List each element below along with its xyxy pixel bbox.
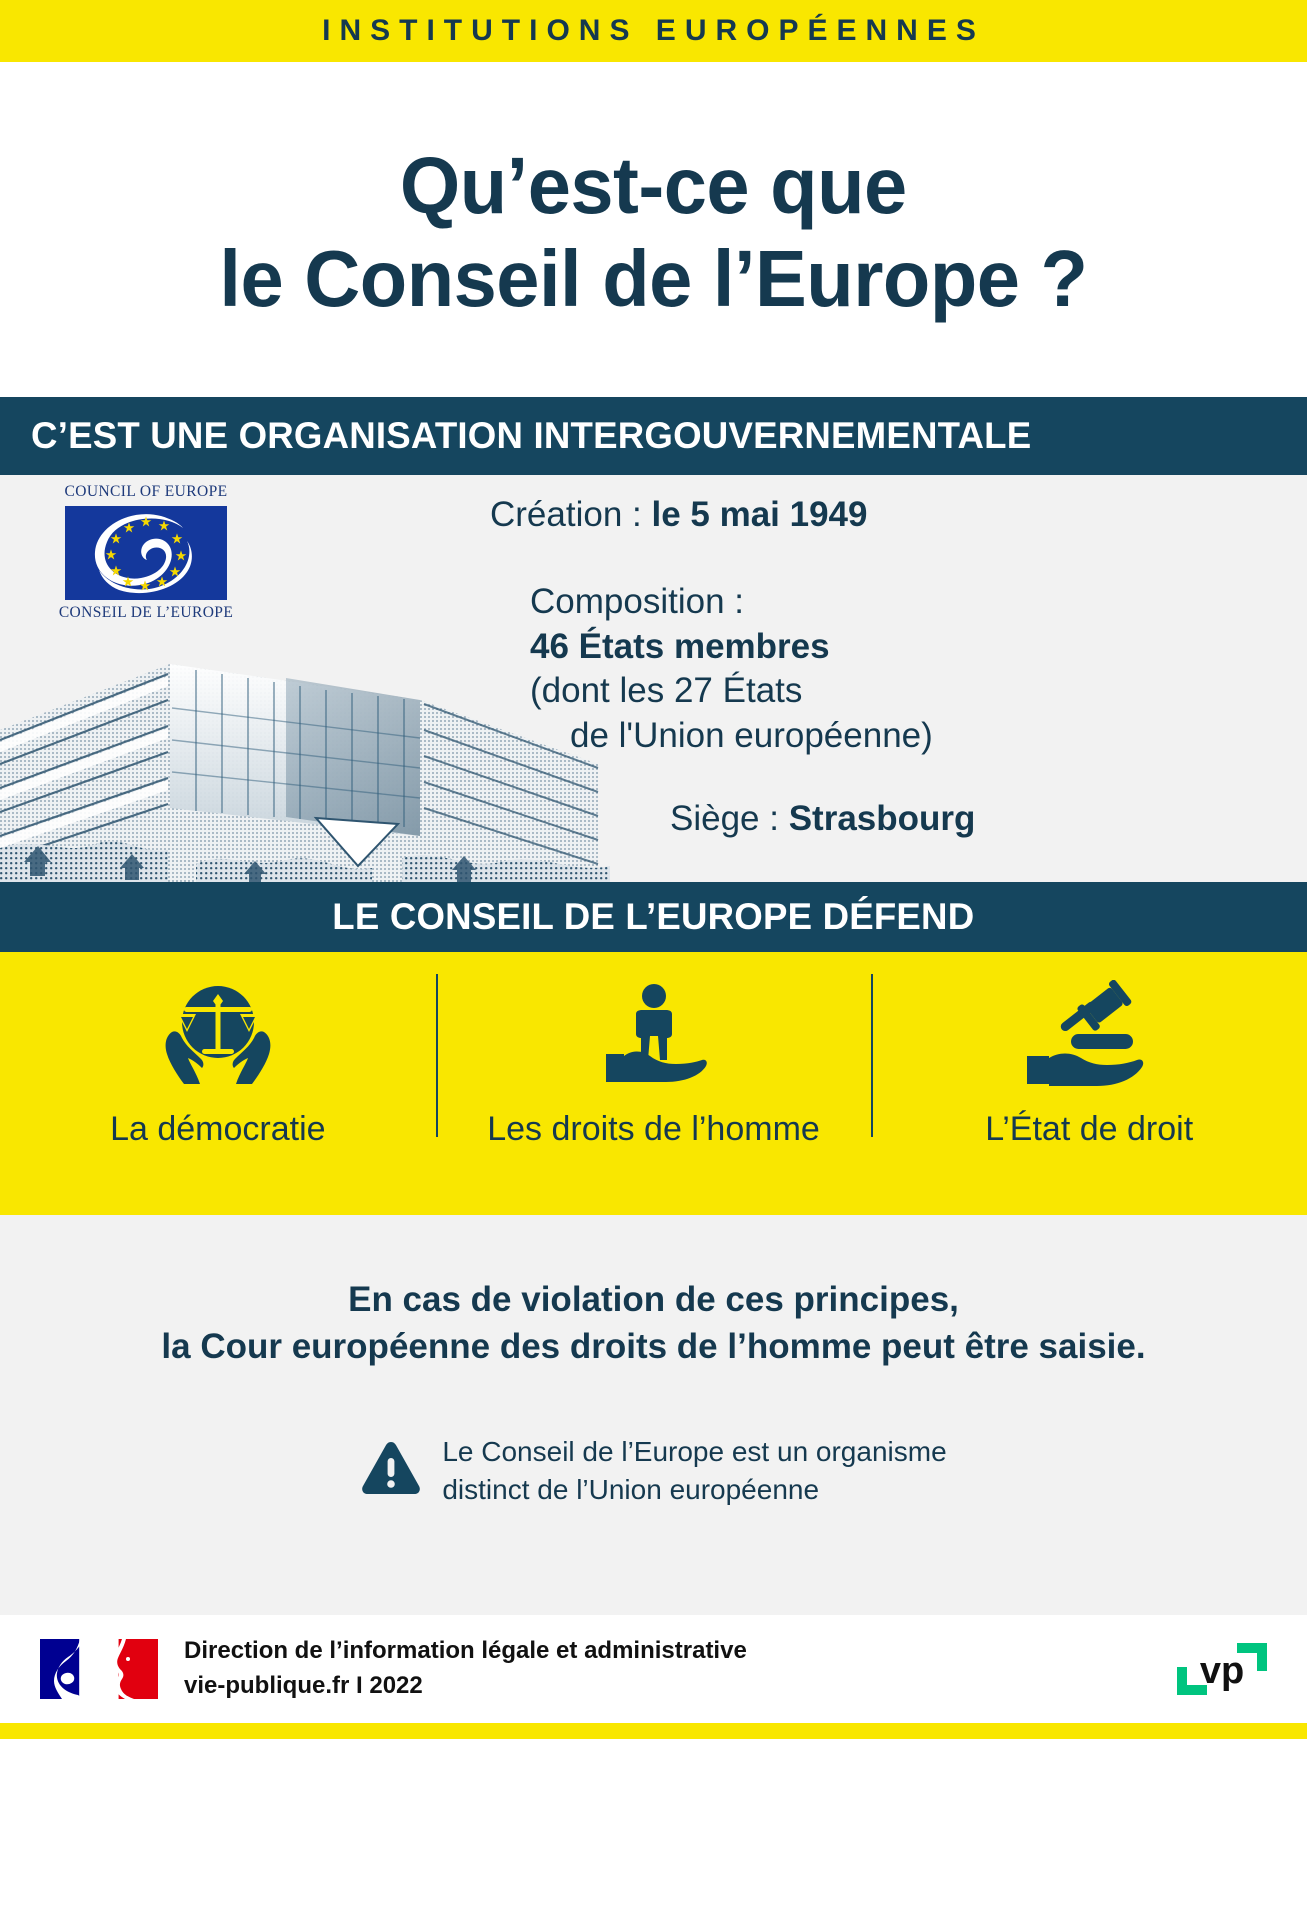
organisation-info-section [0, 475, 1307, 882]
warning-text [442, 1433, 946, 1509]
council-of-europe-logo [56, 483, 236, 622]
fact-creation-label: Création : [490, 495, 652, 534]
organisation-facts [490, 493, 1190, 842]
eyebrow-label: INSTITUTIONS EUROPÉENNES [322, 14, 985, 47]
court-statement-line-2: la Cour européenne des droits de l’homme peut être saisie. [161, 1326, 1146, 1366]
vp-logo-text: vp [1199, 1650, 1245, 1692]
person-on-hand-icon [584, 976, 724, 1096]
coe-flag-emblem [65, 506, 227, 600]
bottom-yellow-bar [0, 1723, 1307, 1739]
fact-composition-value: 46 États membres [530, 626, 830, 666]
scales-in-hands-icon [148, 976, 288, 1096]
gavel-on-hand-icon [1019, 976, 1159, 1096]
principle-rule-of-law-label: L’État de droit [985, 1110, 1194, 1148]
fact-creation-value: le 5 mai 1949 [651, 495, 868, 534]
principle-human-rights [436, 952, 872, 1215]
court-statement [161, 1277, 1145, 1371]
warning-line-2: distinct de l’Union européenne [442, 1473, 820, 1505]
fact-composition-note-2: de l'Union européenne) [570, 716, 933, 756]
principle-democracy [0, 952, 436, 1215]
warning-triangle-icon [360, 1439, 422, 1502]
french-republic-logo [40, 1639, 158, 1699]
fact-seat-value: Strasbourg [788, 798, 976, 838]
section-band-defends-label: LE CONSEIL DE L’EUROPE DÉFEND [332, 896, 975, 937]
principle-democracy-label: La démocratie [110, 1110, 326, 1148]
warning-line-1: Le Conseil de l’Europe est un organisme [442, 1435, 947, 1467]
fact-seat-label: Siège : [670, 798, 789, 838]
fact-creation [490, 493, 1190, 538]
footer-credit-line-2: vie-publique.fr I 2022 [184, 1672, 423, 1699]
court-statement-section [0, 1215, 1307, 1615]
principles-section [0, 952, 1307, 1215]
fact-seat [490, 797, 1190, 842]
footer-credit-line-1: Direction de l’information légale et administrative [184, 1637, 747, 1665]
title-line-1: Qu’est-ce que [400, 140, 907, 230]
coe-logo-caption-bottom: CONSEIL DE L’EUROPE [58, 604, 234, 621]
coe-logo-caption-top: COUNCIL OF EUROPE [64, 483, 228, 500]
title-line-2: le Conseil de l’Europe ? [219, 233, 1088, 323]
page-title [0, 62, 1307, 397]
vie-publique-logo [1173, 1637, 1271, 1701]
eyebrow-bar [0, 0, 1307, 62]
footer-credit [184, 1634, 747, 1704]
distinction-warning [360, 1433, 946, 1509]
principle-rule-of-law [871, 952, 1307, 1215]
section-band-organisation [0, 397, 1307, 475]
fact-composition-label: Composition : [530, 581, 744, 621]
section-band-defends [0, 882, 1307, 952]
fact-composition-note-1: (dont les 27 États [530, 671, 803, 711]
footer [0, 1615, 1307, 1723]
section-band-organisation-label: C’EST UNE ORGANISATION INTERGOUVERNEMENTALE [31, 415, 1032, 456]
principle-human-rights-label: Les droits de l’homme [487, 1110, 820, 1148]
court-statement-line-1: En cas de violation de ces principes, [348, 1280, 959, 1319]
